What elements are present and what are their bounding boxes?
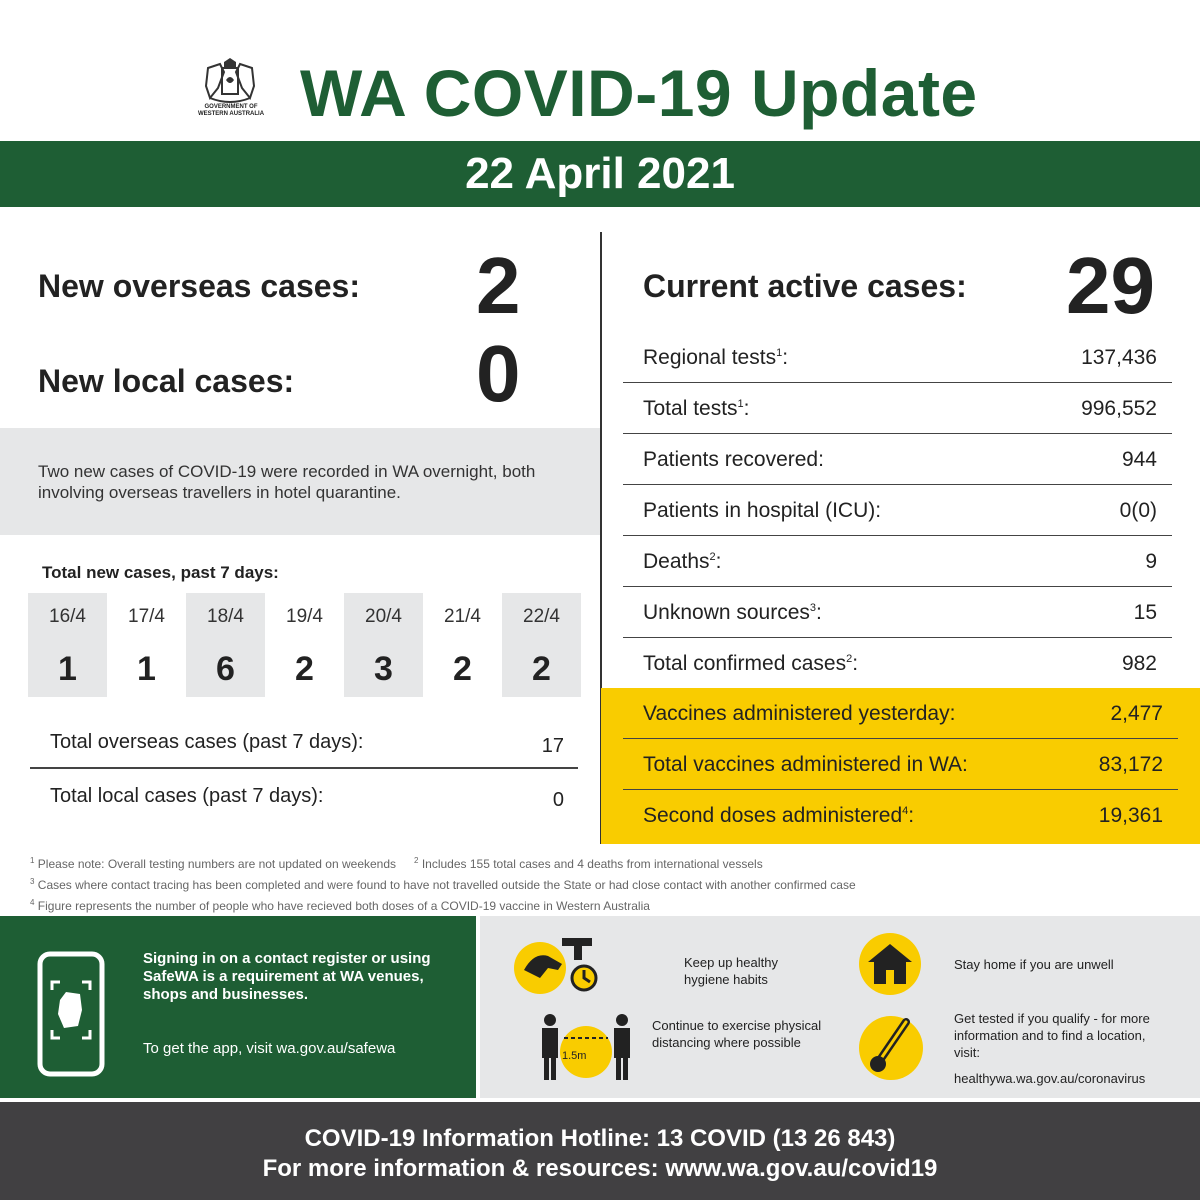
stay-home-text: Stay home if you are unwell (954, 957, 1114, 972)
advice-panel (480, 916, 1200, 1098)
thermometer-icon (858, 1012, 924, 1084)
distancing-text: Continue to exercise physical distancing where possible (652, 1018, 822, 1050)
day-column (502, 593, 581, 697)
vaccine-label: Second doses administered$^4$: (643, 804, 915, 827)
day-column (186, 593, 265, 697)
day-value: 6 (216, 650, 235, 688)
stat-label: Total confirmed cases$^2$: (643, 652, 859, 675)
stat-value: 9 (1145, 550, 1157, 573)
active-cases-value: 29 (1066, 241, 1155, 330)
day-column (107, 593, 186, 697)
stat-row-recovered (623, 434, 1172, 485)
vaccine-label: Vaccines administered yesterday: (643, 702, 956, 725)
safewa-panel (0, 916, 476, 1098)
stat-value: 996,552 (1081, 397, 1157, 420)
day-value: 3 (374, 650, 393, 688)
tested-link[interactable]: healthywa.wa.gov.au/coronavirus (954, 1071, 1146, 1086)
get-tested-text: Get tested if you qualify - for more information and to find a location, visit: (954, 1011, 1150, 1060)
day-column (28, 593, 107, 697)
stat-value: 944 (1121, 448, 1157, 471)
day-date: 17/4 (128, 606, 165, 627)
new-local-value: 0 (476, 329, 521, 418)
stat-value: 137,436 (1081, 346, 1157, 369)
past7-title: Total new cases, past 7 days: (42, 563, 279, 582)
crest-caption: GOVERNMENT OF WESTERN AUSTRALIA (197, 104, 265, 117)
stat-value: 982 (1121, 652, 1157, 675)
day-value: 1 (58, 650, 77, 688)
stat-row-unknown-sources (623, 587, 1172, 638)
day-date: 22/4 (523, 606, 560, 627)
stat-row-hospital (623, 485, 1172, 536)
vaccine-row-second-doses (623, 790, 1178, 841)
divider (30, 767, 578, 769)
stat-label: Unknown sources$^3$: (643, 601, 822, 624)
total-overseas-row (30, 731, 578, 783)
total-overseas-value: 17 (541, 735, 564, 757)
stat-label: Regional tests$^1$: (643, 346, 789, 369)
header (0, 0, 1200, 140)
stat-row-total-confirmed (623, 638, 1172, 689)
distancing-icon (536, 1012, 636, 1082)
page-title: WA COVID-19 Update (300, 56, 978, 130)
footnote-line: $^4$ Figure represents the number of people who have recieved both doses of a COVID-19 vaccine in Western Australia (30, 898, 650, 913)
day-date: 21/4 (444, 606, 481, 627)
total-local-label: Total local cases (past 7 days): (50, 785, 324, 807)
stat-value: 15 (1133, 601, 1157, 624)
stat-row-regional-tests (623, 332, 1172, 383)
day-value: 2 (532, 650, 551, 688)
day-date: 18/4 (207, 606, 244, 627)
vaccine-panel (601, 688, 1200, 844)
phone-icon (36, 950, 106, 1078)
day-column (423, 593, 502, 697)
vaccine-value: 19,361 (1098, 804, 1163, 827)
hygiene-text: Keep up healthy hygiene habits (684, 955, 778, 987)
safewa-link[interactable]: To get the app, visit wa.gov.au/safewa (143, 1040, 396, 1057)
stat-label: Patients in hospital (ICU): (643, 499, 882, 522)
footer-banner (0, 1102, 1200, 1200)
stat-label: Deaths$^2$: (643, 550, 722, 573)
footnote-line: $^1$ Please note: Overall testing numbers are not updated on weekends $^2$ Includes 155 total cases and 4 deaths from international vessels (30, 856, 763, 871)
stat-row-total-tests (623, 383, 1172, 434)
summary-text: Two new cases of COVID-19 were recorded in WA overnight, both involving overseas travellers in hotel quarantine. (0, 428, 600, 535)
stat-value: 0(0) (1119, 499, 1157, 522)
day-value: 2 (295, 650, 314, 688)
new-local-label: New local cases: (38, 363, 295, 399)
footnotes (30, 852, 856, 915)
day-date: 19/4 (286, 606, 323, 627)
total-overseas-label: Total overseas cases (past 7 days): (50, 731, 364, 753)
vaccine-label: Total vaccines administered in WA: (643, 753, 968, 776)
total-local-value: 0 (552, 789, 564, 811)
day-date: 20/4 (365, 606, 402, 627)
date-banner: 22 April 2021 (0, 141, 1200, 207)
vaccine-value: 83,172 (1098, 753, 1163, 776)
day-date: 16/4 (49, 606, 86, 627)
handwash-icon (514, 934, 598, 998)
day-column (344, 593, 423, 697)
resources-link[interactable]: For more information & resources: www.wa.gov.au/covid19 (262, 1155, 938, 1182)
day-column (265, 593, 344, 697)
day-value: 2 (453, 650, 472, 688)
footnote-line: $^3$ Cases where contact tracing has been completed and were found to have not travelled outside the State or had close contact with another confirmed case (30, 877, 856, 892)
safewa-text: Signing in on a contact register or using SafeWA is a requirement at WA venues, shops and businesses. (143, 950, 431, 1003)
total-local-row (30, 785, 578, 837)
active-cases-label: Current active cases: (643, 268, 967, 304)
new-overseas-value: 2 (476, 241, 521, 330)
hotline-text: COVID-19 Information Hotline: 13 COVID (13 26 843) (304, 1125, 896, 1152)
new-overseas-label: New overseas cases: (38, 268, 360, 304)
house-icon (858, 932, 922, 996)
day-value: 1 (137, 650, 156, 688)
vaccine-value: 2,477 (1110, 702, 1163, 725)
stat-label: Patients recovered: (643, 448, 824, 471)
vaccine-row-total (623, 739, 1178, 790)
stat-row-deaths (623, 536, 1172, 587)
distance-label: 1.5m (562, 1050, 587, 1062)
vaccine-row-yesterday (623, 688, 1178, 739)
stat-label: Total tests$^1$: (643, 397, 750, 420)
